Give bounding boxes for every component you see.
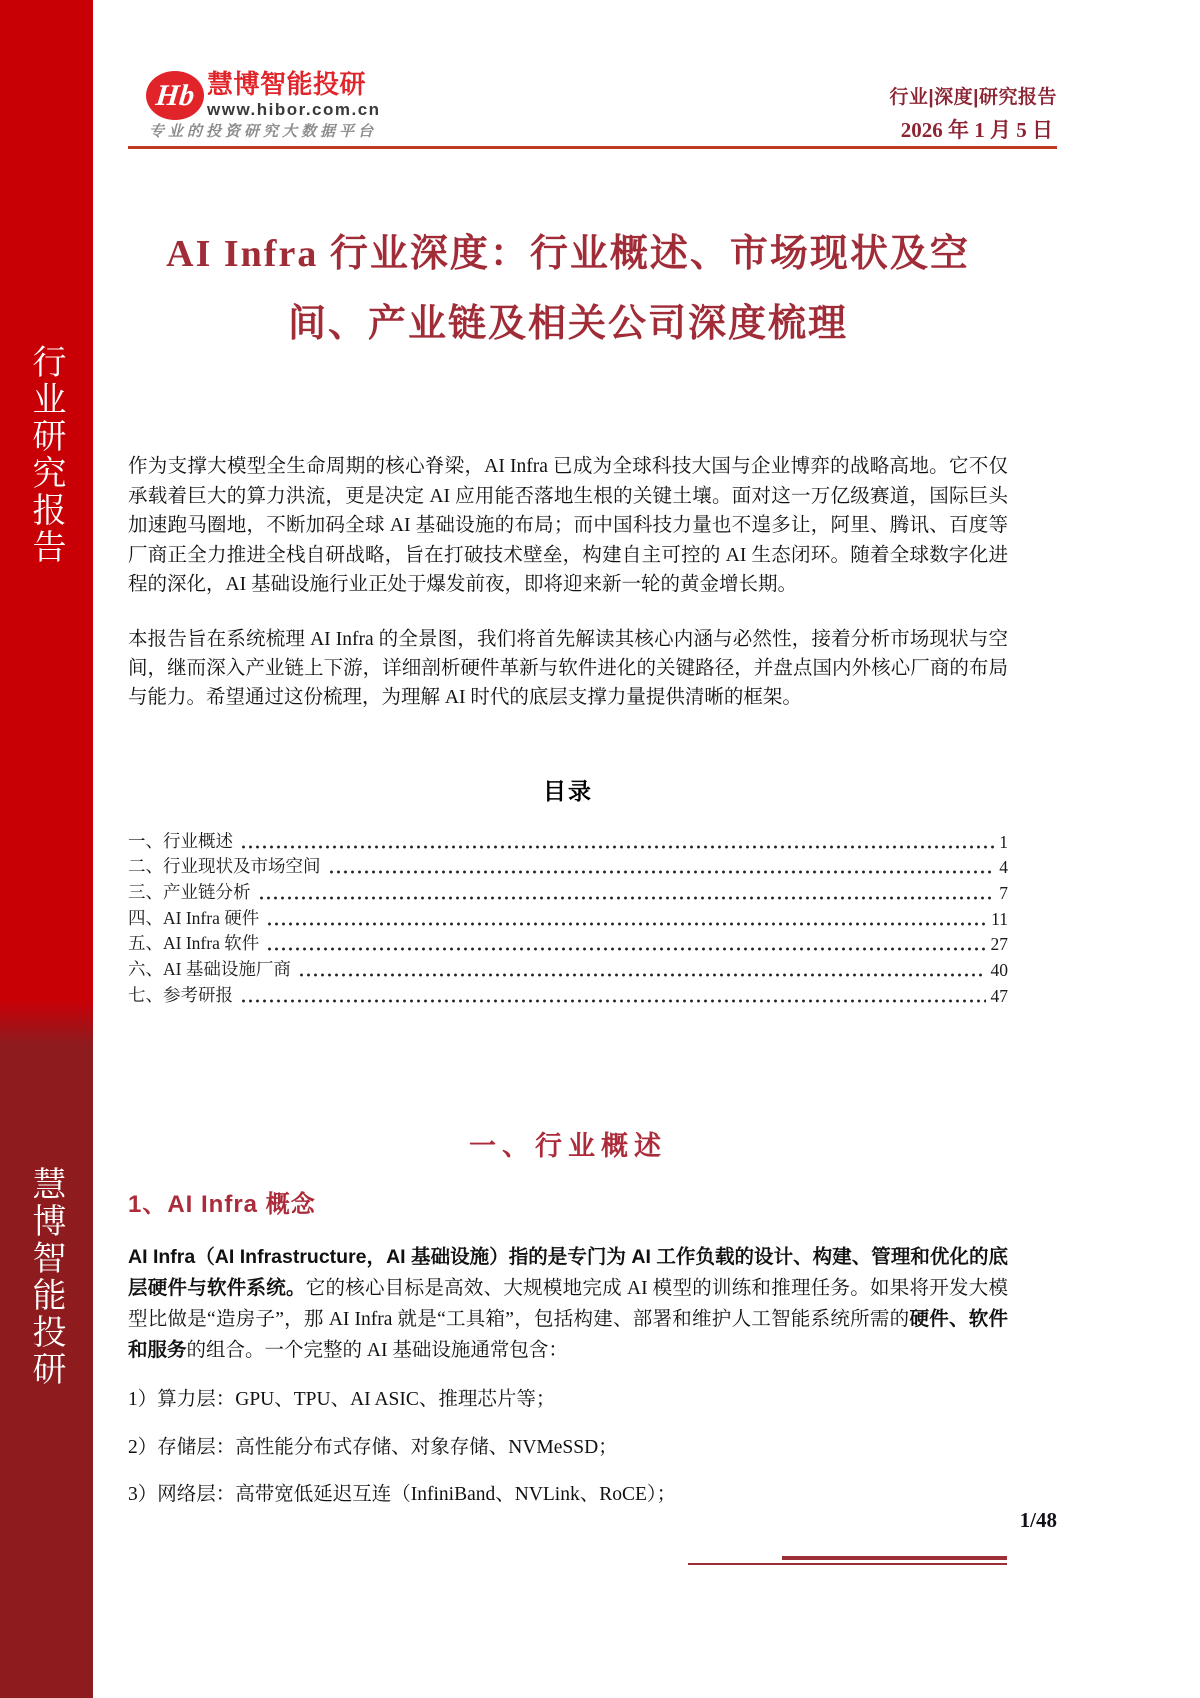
toc-item-label: 四、AI Infra 硬件 [128,907,260,928]
toc-item-2[interactable] [128,853,1008,879]
toc-item-5[interactable] [128,930,1008,956]
toc-item-1[interactable] [128,827,1008,853]
dot-leader [258,884,995,902]
page-number: 1/48 [1019,1508,1057,1532]
toc-item-page: 4 [999,857,1008,878]
concept-regular-2: 的组合。一个完整的 AI 基础设施通常包含： [186,1340,568,1361]
toc-item-4[interactable] [128,904,1008,930]
toc-item-page: 7 [999,883,1008,904]
toc-item-6[interactable] [128,955,1008,981]
brand-name: 慧博智能投研 [207,69,367,99]
brand-url-link[interactable]: www.hibor.com.cn [207,100,381,119]
report-title [128,219,1008,359]
dot-leader [240,987,986,1005]
intro-paragraph-1: 作为支撑大模型全生命周期的核心脊梁，AI Infra 已成为全球科技大国与企业博弈的战略高地。它不仅承载着巨大的算力洪流，更是决定 AI 应用能否落地生根的关键土壤。面对这一万亿级赛道，国际巨头加速跑马圈地，不断加码全球 AI 基础设施的布局；而中国科技力量也不遑多让，阿里、腾讯、百度等厂商正全力推进全栈自研战略，旨在打破技术壁垒，构建自主可控的 AI 生态闭环。随着全球数字化进程的深化，AI 基础设施行业正处于爆发前夜，即将迎来新一轮的黄金增长期。 [128,456,1008,595]
dot-leader [298,961,986,979]
brand-tagline: 专业的投资研究大数据平台 [149,124,378,140]
header-right-block [850,82,1057,144]
dot-leader [266,910,986,928]
section-1-heading: 一、行业概述 [469,1131,667,1161]
concept-bold-hardware-software: 硬件、软件和服务 [128,1308,1008,1361]
sidebar-vertical-report-type: 行业研究报告 [27,344,65,566]
toc-item-label: 二、行业现状及市场空间 [128,856,321,877]
toc-heading: 目录 [543,778,593,804]
report-title-line2: 间、产业链及相关公司深度梳理 [287,303,848,345]
toc-item-label: 五、AI Infra 软件 [128,933,260,954]
footer-divider-thin [688,1563,1007,1565]
dot-leader [266,935,985,953]
report-date: 2026 年 1 月 5 日 [900,118,1053,142]
layer-list-item-storage: 2）存储层：高性能分布式存储、对象存储、NVMeSSD； [128,1437,618,1458]
table-of-contents [128,827,1008,1007]
toc-item-label: 六、AI 基础设施厂商 [128,959,291,980]
layer-list-item-network: 3）网络层：高带宽低延迟互连（InfiniBand、NVLink、RoCE）； [128,1484,677,1505]
logo-monogram: Hb [154,78,196,112]
concept-regular-1: 它的核心目标是高效、大规模地完成 AI 模型的训练和推理任务。如果将开发大模型比做是“造房子”，那 AI Infra 就是“工具箱”，包括构建、部署和维护人工智能系统所需的 [128,1278,1008,1330]
sidebar-vertical-brand: 慧博智能投研 [27,1166,65,1388]
hibor-logo-icon [146,71,204,120]
layer-list-item-compute: 1）算力层：GPU、TPU、AI ASIC、推理芯片等； [128,1389,556,1410]
concept-bold-definition: AI Infra（AI Infrastructure，AI 基础设施）指的是专门为 AI 工作负载的设计、构建、管理和优化的底层硬件与软件系统。 [128,1246,1008,1299]
toc-item-label: 三、产业链分析 [128,882,251,903]
toc-item-label: 一、行业概述 [128,830,233,851]
toc-item-3[interactable] [128,878,1008,904]
section-1-1-heading: 1、AI Infra 概念 [128,1191,316,1218]
toc-item-page: 1 [999,831,1008,852]
concept-paragraph [128,1242,1008,1366]
header-divider-line [128,146,1057,149]
dot-leader [240,833,994,851]
toc-item-page: 47 [990,985,1008,1006]
toc-item-page: 40 [990,960,1008,981]
toc-item-page: 11 [991,908,1008,929]
left-red-banner [0,0,93,1698]
dot-leader [328,858,995,876]
report-category: 行业|深度|研究报告 [889,87,1057,108]
toc-item-page: 27 [990,934,1008,955]
footer-divider-thick [782,1556,1007,1560]
report-title-line1: AI Infra 行业深度：行业概述、市场现状及空 [166,233,970,275]
intro-paragraph-2: 本报告旨在系统梳理 AI Infra 的全景图，我们将首先解读其核心内涵与必然性，接着分析市场现状与空间，继而深入产业链上下游，详细剖析硬件革新与软件进化的关键路径，并盘点国内外核心厂商的布局与能力。希望通过这份梳理，为理解 AI 时代的底层支撑力量提供清晰的框架。 [128,629,1008,708]
toc-item-label: 七、参考研报 [128,984,233,1005]
toc-item-7[interactable] [128,981,1008,1007]
